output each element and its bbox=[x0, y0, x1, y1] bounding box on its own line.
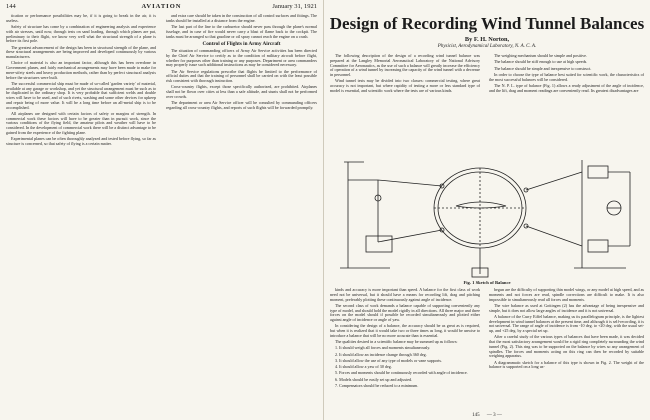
paragraph: In order to choose the type of balance best suited for scientific work, the characteristics of the most successful balances will be considered. bbox=[489, 71, 644, 82]
right-page bbox=[324, 0, 650, 420]
issue-date: January 31, 1921 bbox=[272, 3, 317, 10]
balance-sketch-figure bbox=[330, 150, 644, 284]
section-heading: Control of Flights in Army Aircraft bbox=[202, 41, 281, 48]
article-title: Design of Recording Wind Tunnel Balances bbox=[329, 14, 645, 33]
paragraph: The balance should be simple and inexpensive to construct. bbox=[494, 65, 592, 71]
right-column-1 bbox=[330, 54, 480, 148]
paragraph: and extra care should be taken in the construction of all control surfaces and fittings. The tanks should be installed at a distance from the engine. bbox=[166, 14, 317, 23]
paragraph: Safety of structure has come by a combination of engineering analysis and experience with air stresses, until now, through tests on sand loading, through which planes are put, preliminary to their flight, we know very well what the structural strength of a plane is before its first pole. bbox=[6, 24, 156, 44]
paragraph: Cross-country flights, except those specifically authorized, are prohibited. Airplanes shall not be flown over cities at less than a safe altitude, and stunts shall not be performed over crowds. bbox=[166, 84, 317, 99]
left-column-1 bbox=[6, 14, 156, 414]
paragraph: The Air Service regulations prescribe that flights be limited to the performance of official duties and that the training of personnel shall be carried on with the least possible risk consistent with thorough instruction. bbox=[166, 68, 317, 83]
page-number: 144 bbox=[6, 3, 16, 10]
left-column-2 bbox=[166, 14, 317, 414]
right-column-3 bbox=[330, 288, 480, 412]
paragraph: kinds and accuracy is more important than speed. A balance for the first class of work need not be universal, but it should have a means for recording lift, drag and pitching moment, preferably plotting these continuously against angle of incidence. bbox=[330, 288, 480, 302]
running-header-left bbox=[6, 3, 317, 13]
paragraph: tication or performance possibilities may be, if it is going to break in the air, it is useless. bbox=[6, 14, 156, 23]
paragraph: The situation of commanding officers of Army Air Service activities has been directed by the Chief Air Service to certify as to the condition of military aircraft before flight, whether for purposes other than training or any purposes. Department or area commanders may properly issue such additional instructions as may be considered necessary. bbox=[166, 48, 317, 68]
paragraph: Experimental planes can be often thoroughly analyzed and tested before flying, so far as structure is concerned, so that safety of flying is a certain matter. bbox=[6, 136, 156, 146]
list-item: 3. It should allow the use of any type of models or vane supports. bbox=[335, 357, 442, 363]
list-item: 5. Forces and moments should be continuously recorded with angle of incidence. bbox=[335, 370, 468, 376]
paragraph: The second class of work demands a balance capable of supporting conveniently any type of model, and should hold the model rigidly in all directions. All three major and three forces on the model should if possible be recorded simultaneously and plotted either against angle of incidence or angle of yaw. bbox=[330, 302, 480, 322]
footer-page-number: 145 bbox=[472, 413, 480, 418]
paragraph: begun are the difficulty of supporting thin model wings, or any model at high speed, and as moments and not forces are read, spindle corrections are difficult to make. It is also impossible to simultaneously read all forces and moments. bbox=[489, 288, 644, 302]
page-footer bbox=[324, 413, 650, 418]
paragraph: The qualities desired in a scientific balance may be summed up as follows: bbox=[335, 339, 458, 344]
list-item: 7. Compensators should be reduced to a minimum. bbox=[335, 382, 419, 388]
paragraph: The greatest advancement of the design has been in structural strength of the plane, and these structural arrangements are being improved and developed continuously by various manufacturers. bbox=[6, 44, 156, 59]
balance-sketch-drawing bbox=[330, 150, 644, 284]
paragraph: The department or area Air Service officer will be consulted by commanding officers regarding all cross-country flights, and reports of such flights will be forwarded promptly. bbox=[166, 100, 317, 110]
paragraph: Choice of material is also an important factor, although this has been overdone in Government planes, and fairly mechanical arrangements may have been made to make for mere-sifety steels and heavy production methods, rather than by perfect structural analysis before the structures were built. bbox=[6, 60, 156, 80]
paragraph: The last part of the line to the carburetor should never pass through the plane's normal fuselage, and in case of fire would never carry a blast of flame back to the cockpit. The tanks must be arranged so that gasoline or oil spray cannot reach the engine on a crash. bbox=[166, 24, 317, 39]
right-column-4 bbox=[489, 288, 644, 412]
paragraph: The successful commercial ship must be made of so-called 'garden variety' of material, available at any garage or workshop, and yet the structural arrangement must be such as to be duplicated in the ordinary shop. It is very probable that sufficient welds and double wires will have to be used, and of such rivets, washing and some other devices for upkeep and repair being of more value. It will be a long time before an all-metal ship is to be accomplished. bbox=[6, 80, 156, 110]
paragraph: The N. P. L. type of balance (Fig. 1) allows a ready adjustment of the angle of incidence, and the lift, drag and moment readings are conveniently read. Its greatest disadvantages are bbox=[489, 82, 644, 93]
paragraph: A diagrammatic sketch for a balance of this type is shown in Fig. 2. The weight of the balance is supported on a long us- bbox=[489, 359, 644, 370]
author-affiliation: Physicist, Aerodynamical Laboratory, N. A. C. A. bbox=[437, 44, 537, 49]
list-item: 6. Models should be easily set up and adjusted. bbox=[335, 376, 413, 382]
paragraph: The wire balance as used at Gottingen (2) has the advantage of being inexpensive and simple, but it does not allow large angles of incidence and it is not universal. bbox=[489, 302, 644, 313]
paragraph: A balance of the Curry Eiffel balance, making us its parallelogram principle, is the lightest development in wind tunnel balances at the present time, and although it is self-recording, it is not universal. The range of angle of incidence is from -10 deg. to +20 deg. with the usual set-up, and +25 deg. by a special set up. bbox=[489, 313, 644, 333]
left-page bbox=[0, 0, 324, 420]
paragraph: Wind tunnel tests may be divided into two classes: commercial testing, where great accuracy is not important, but where rapidity of testing a more or less standard type of model is essential, and scientific work where the tests are of various kinds. bbox=[330, 78, 480, 93]
paragraph: All airplanes are designed with certain factors of safety or margins of strength. In commercial work these factors will have to be greater than in pursuit work, since the various conditions of the flying field, the amateur pilots and weather will have to be considered. In the development of commercial work there will be a distinct advantage to be gained from the experience of the fighting plane. bbox=[6, 110, 156, 135]
list-item: 2. It should allow an incidence change through 360 deg. bbox=[335, 351, 427, 357]
paragraph: The balance should be stiff enough to use at high speeds. bbox=[494, 59, 588, 65]
paragraph: The following description of the design of a recording wind tunnel balance was prepared at the Langley Memorial Aeronautical Laboratory of the National Advisory Committee for Aeronautics, as the use of such a balance will greatly increase the efficiency of operation of a wind tunnel by increasing the capacity of the wind tunnel with a decrease in personnel. bbox=[330, 54, 480, 77]
figure-caption: Fig. 1 Sketch of Balance bbox=[463, 280, 511, 285]
list-item: 4. It should allow a yaw of 30 deg. bbox=[335, 364, 392, 369]
paragraph: After a careful study of the various types of balances that have been made, it was decided that the most satisfactory arrangement would be a rigid ring completely surrounding the wind tunnel (Fig. 2). This ring was to be supported on the balance by wires so any arrangement of spindles. The forces and moments acting on this ring can then be recorded by suitable weighing apparatus. bbox=[489, 334, 644, 359]
journal-name: AVIATION bbox=[141, 3, 182, 10]
paragraph: In considering the design of a balance, the accuracy should be as great as is required, but when it is realized that it would take two or three times as long, it would be unwise to introduce a balance that will be no more accurate than is essential. bbox=[330, 323, 480, 338]
left-columns bbox=[6, 14, 317, 414]
right-column-2 bbox=[489, 54, 644, 148]
paragraph: The weighing mechanism should be simple and positive. bbox=[494, 54, 588, 58]
list-item: 1. It should weigh all forces and moments simultaneously. bbox=[335, 345, 431, 351]
footer-mark: — 3 — bbox=[486, 413, 502, 418]
article-author: By F. H. Norton, bbox=[464, 36, 510, 43]
